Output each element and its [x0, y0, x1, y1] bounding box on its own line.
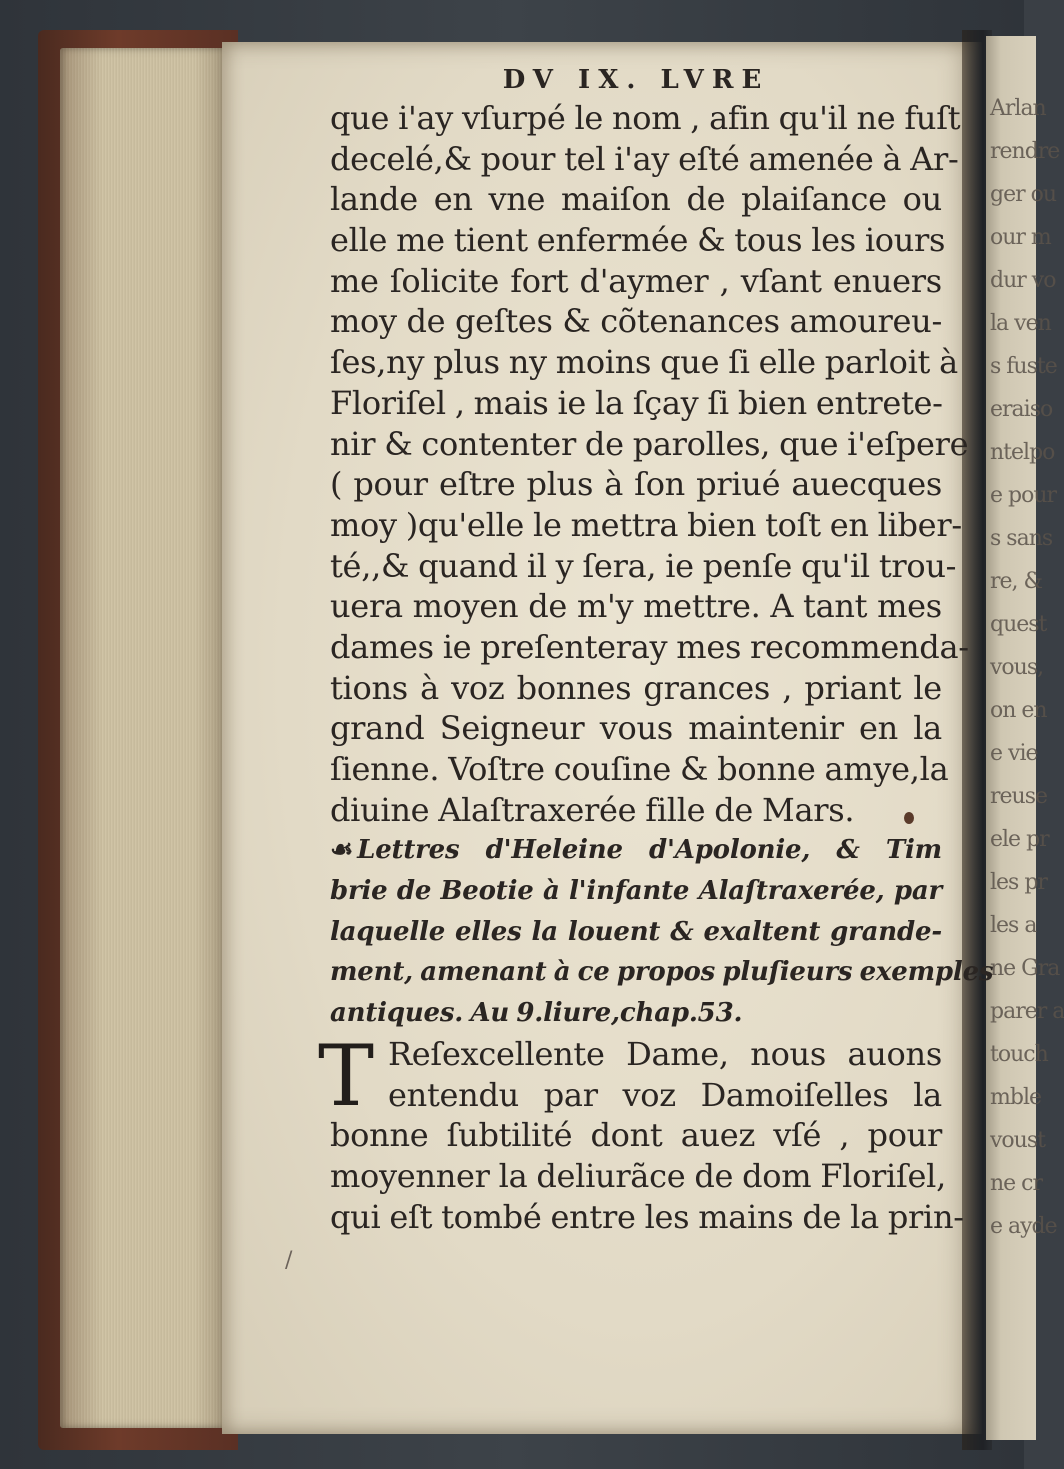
main-text-line: [330, 668, 942, 709]
letter-text-line: [330, 1156, 946, 1197]
rubric-line-text: Lettres d'Heleine d'Apolonie, & Tim: [357, 835, 942, 866]
facing-page-fragment: [986, 36, 1064, 1440]
main-text: [330, 98, 969, 830]
facing-page-fragment-text: re, &: [990, 569, 1043, 594]
letter-text-line-text: qui eſt tombé entre les mains de la prin-: [330, 1197, 964, 1236]
rubric-line: [330, 912, 942, 953]
facing-page-fragment-text: dur vo: [990, 268, 1056, 293]
facing-page-fragment-text: s sans: [990, 526, 1053, 551]
letter-text: [330, 1034, 964, 1237]
rubric-line: [330, 871, 942, 912]
facing-page-fragment-text: les a: [990, 913, 1037, 938]
facing-page-fragment-text: quest: [990, 612, 1047, 637]
main-text-line-text: moy de geſtes & cõtenances amoureu-: [330, 302, 942, 341]
rubric-line-text: antiques. Au 9.liure,chap.53.: [330, 998, 743, 1029]
main-text-line-text: tions à voz bonnes grances , priant le: [330, 668, 942, 707]
main-text-line: [330, 179, 942, 220]
facing-page-fragment-text: ne cr: [990, 1171, 1043, 1196]
facing-page-fragment-text: ele pr: [990, 827, 1049, 852]
main-text-line: [330, 220, 946, 261]
running-head: DV IX. LVRE: [502, 65, 770, 95]
facing-page-fragment-text: la ven: [990, 311, 1051, 336]
facing-page-fragment-text: les pr: [990, 870, 1047, 895]
letter-text-line-text: entendu par voz Damoiſelles la: [388, 1075, 942, 1114]
main-text-line: [330, 464, 942, 505]
main-text-line: [330, 424, 969, 465]
facing-page-fragment-text: voust: [990, 1128, 1045, 1153]
chapter-rubric: [330, 830, 994, 1033]
main-text-line: [330, 790, 942, 831]
main-text-line: [330, 586, 942, 627]
facing-page-fragment-text: reuse: [990, 784, 1048, 809]
letter-text-line: [330, 1034, 942, 1075]
rubric-line-text: brie de Beotie à l'infante Alaſtraxerée, par: [330, 876, 942, 907]
letter-text-line-text: moyenner la deliurãce de dom Floriſel,: [330, 1156, 946, 1195]
facing-page-fragment-text: ne Gra: [990, 956, 1060, 981]
facing-page-fragment-text: s fuste: [990, 354, 1057, 379]
facing-page-fragment-text: our m: [990, 225, 1051, 250]
main-text-line-text: me ſolicite fort d'aymer , vſant enuers: [330, 261, 942, 300]
main-text-line: [330, 383, 942, 424]
facing-page-fragment-text: rendre: [990, 139, 1060, 164]
facing-page-fragment-text: e ayde: [990, 1214, 1057, 1239]
main-text-line: [330, 627, 969, 668]
facing-page-fragment-text: ntelpo: [990, 440, 1055, 465]
letter-text-line-text: bonne ſubtilité dont auez vſé , pour: [330, 1116, 942, 1155]
main-text-line-text: diuine Alaſtraxerée fille de Mars.: [330, 790, 855, 829]
rubric-line: [330, 830, 942, 871]
main-text-line: [330, 505, 962, 546]
main-text-line: [330, 301, 942, 342]
main-text-line: [330, 98, 961, 139]
main-text-line-text: té,,& quand il y ſera, ie penſe qu'il trou-: [330, 546, 957, 585]
main-text-line-text: ( pour eſtre plus à ſon priué auecques: [330, 465, 942, 504]
main-text-line: [330, 139, 959, 180]
main-text-line-text: que i'ay vſurpé le nom , afin qu'il ne fuſt: [330, 99, 961, 137]
rubric-line-text: laquelle elles la louent & exaltent grande-: [330, 916, 942, 947]
letter-opening: [318, 1026, 964, 1237]
rubric-line: [330, 993, 942, 1034]
ink-spot: [904, 812, 914, 824]
stray-mark: /: [285, 1248, 293, 1273]
facing-page-fragment-text: ger ou: [990, 182, 1057, 207]
main-text-line: [330, 749, 949, 790]
rubric-line: [330, 952, 994, 993]
main-text-line-text: decelé,& pour tel i'ay eſté amenée à Ar-: [330, 139, 959, 178]
main-text-line-text: uera moyen de m'y mettre. A tant mes: [330, 587, 942, 626]
main-text-line-text: lande en vne maiſon de plaiſance ou: [330, 180, 942, 219]
facing-page-fragment-text: on en: [990, 698, 1047, 723]
main-text-line-text: ſienne. Voſtre couſine & bonne amye,la: [330, 750, 949, 788]
main-text-line-text: ſes,ny plus ny moins que ſi elle parloit à: [330, 343, 958, 382]
pilcrow-ornament-icon: ☙: [330, 835, 354, 866]
drop-cap: T: [318, 1026, 375, 1125]
main-text-line: [330, 261, 942, 302]
page-edges-shadow: [60, 48, 228, 1428]
facing-page-fragment-text: e pour: [990, 483, 1057, 508]
facing-page-fragment-text: Arlan: [990, 96, 1046, 121]
letter-text-line-text: Reſexcellente Dame, nous auons: [388, 1034, 942, 1073]
facing-page-fragment-text: parer a: [990, 999, 1064, 1024]
main-text-line-text: moy )qu'elle le mettra bien toſt en liber-: [330, 505, 962, 544]
main-text-line: [330, 342, 958, 383]
facing-page-fragment-text: vous,: [990, 655, 1044, 680]
rubric-line-text: ment, amenant à ce propos pluſieurs exemples: [330, 957, 994, 988]
facing-page-fragment-text: e vie: [990, 741, 1038, 766]
main-text-line-text: elle me tient enfermée & tous les iours: [330, 221, 946, 260]
letter-text-line: [330, 1115, 942, 1156]
main-text-line: [330, 546, 957, 587]
main-text-line-text: dames ie preſenteray mes recommenda-: [330, 627, 969, 666]
facing-page-fragment-text: touch: [990, 1042, 1048, 1067]
facing-page-fragment-text: mble: [990, 1085, 1041, 1110]
main-text-line-text: grand Seigneur vous maintenir en la: [330, 709, 942, 748]
main-text-line: [330, 708, 942, 749]
letter-text-line: [330, 1075, 942, 1116]
main-text-line-text: nir & contenter de parolles, que i'eſpere: [330, 424, 969, 463]
main-text-line-text: Floriſel , mais ie la ſçay ſi bien entrete-: [330, 383, 943, 422]
text-block: [318, 62, 994, 1237]
facing-page-fragment-text: eraiso: [990, 397, 1053, 422]
letter-text-line: [330, 1197, 964, 1238]
